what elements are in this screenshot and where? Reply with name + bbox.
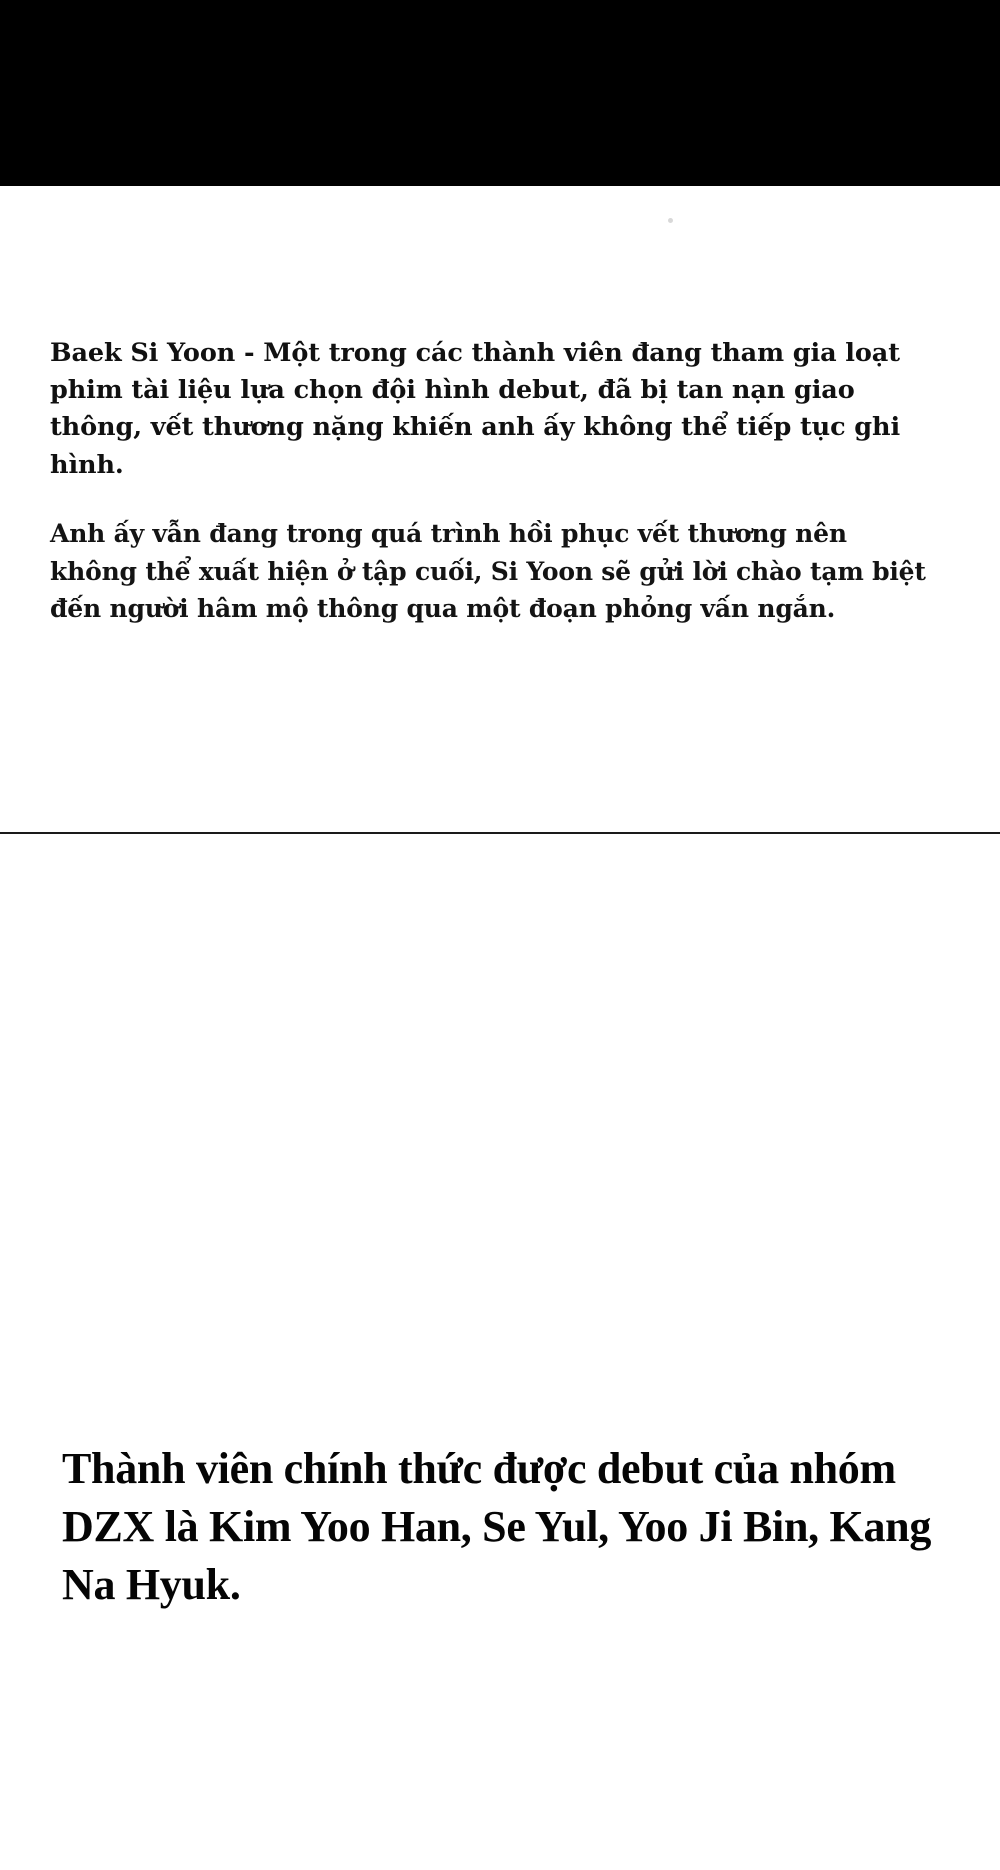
notice-text-block xyxy=(50,335,930,484)
recovery-text-block xyxy=(50,515,940,628)
debut-announcement-paragraph: Thành viên chính thức được debut của nhóm DZX là Kim Yoo Han, Se Yul, Yoo Ji Bin, Kang Na Hyuk. xyxy=(62,1444,932,1610)
top-black-band xyxy=(0,0,1000,186)
recovery-paragraph: Anh ấy vẫn đang trong quá trình hồi phục vết thương nên không thể xuất hiện ở tập cuối, Si Yoon sẽ gửi lời chào tạm biệt đến người hâm mộ thông qua một đoạn phỏng vấn ngắn. xyxy=(50,519,926,623)
notice-paragraph: Baek Si Yoon - Một trong các thành viên đang tham gia loạt phim tài liệu lựa chọn đội hình debut, đã bị tan nạn giao thông, vết thương nặng khiến anh ấy không thể tiếp tục ghi hình. xyxy=(50,338,901,480)
debut-announcement-block xyxy=(62,1440,962,1614)
section-divider xyxy=(0,832,1000,834)
dust-speck-mark xyxy=(668,218,673,223)
